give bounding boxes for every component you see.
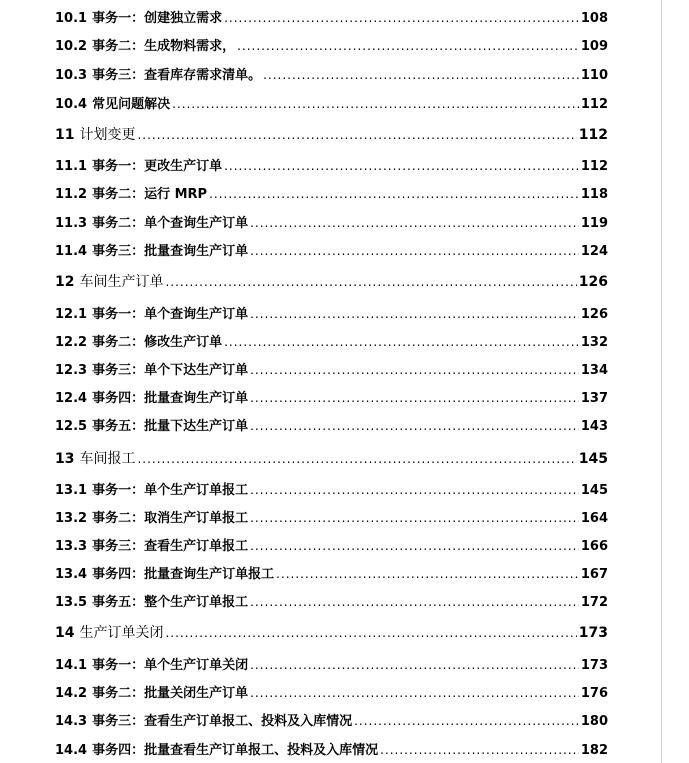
toc-entry-number: 14.1 bbox=[55, 658, 88, 673]
toc-entry[interactable] bbox=[55, 656, 608, 675]
toc-entry-page-number: 167 bbox=[580, 567, 608, 582]
toc-entry-page-number: 112 bbox=[580, 159, 608, 174]
toc-entry-title: 事务一：创建独立需求 bbox=[92, 11, 223, 26]
toc-entry-page-number: 126 bbox=[578, 274, 608, 290]
toc-entry[interactable] bbox=[55, 361, 608, 380]
toc-entry-number: 13.4 bbox=[55, 567, 88, 582]
toc-entry-number: 12.3 bbox=[55, 363, 88, 378]
toc-entry-number: 10.4 bbox=[55, 97, 88, 112]
toc-entry[interactable] bbox=[55, 95, 608, 114]
toc-dot-leader bbox=[263, 66, 579, 84]
toc-entry-page-number: 182 bbox=[580, 743, 608, 758]
toc-dot-leader bbox=[250, 593, 579, 611]
toc-entry[interactable] bbox=[55, 273, 608, 291]
toc-entry-page-number: 166 bbox=[580, 539, 608, 554]
toc-entry-title: 计划变更 bbox=[79, 127, 136, 143]
toc-entry-title: 事务三：查看生产订单报工 bbox=[92, 539, 249, 554]
toc-entry[interactable] bbox=[55, 242, 608, 261]
toc-dot-leader bbox=[224, 333, 579, 351]
toc-entry[interactable] bbox=[55, 481, 608, 500]
toc-entry-title: 生产订单关闭 bbox=[79, 625, 164, 641]
toc-entry-page-number: 164 bbox=[580, 511, 608, 526]
toc-entry-number: 14.4 bbox=[55, 743, 88, 758]
toc-entry-page-number: 119 bbox=[580, 216, 608, 231]
toc-entry-title: 事务五：批量下达生产订单 bbox=[92, 419, 249, 434]
toc-dot-leader bbox=[250, 389, 579, 407]
toc-entry-title: 事务一：单个生产订单关闭 bbox=[92, 658, 249, 673]
toc-entry-number: 12.5 bbox=[55, 419, 88, 434]
toc-dot-leader bbox=[165, 273, 576, 291]
toc-entry-number: 11.2 bbox=[55, 187, 88, 202]
toc-entry[interactable] bbox=[55, 305, 608, 324]
toc-entry-title: 事务二：批量关闭生产订单 bbox=[92, 686, 249, 701]
toc-entry-page-number: 145 bbox=[580, 483, 608, 498]
toc-entry-title: 事务四：批量查询生产订单 bbox=[92, 391, 249, 406]
toc-entry-page-number: 132 bbox=[580, 335, 608, 350]
toc-entry-page-number: 109 bbox=[580, 39, 608, 54]
toc-entry-page-number: 180 bbox=[580, 714, 608, 729]
toc-entry-page-number: 143 bbox=[580, 419, 608, 434]
toc-entry[interactable] bbox=[55, 565, 608, 584]
toc-entry[interactable] bbox=[55, 741, 608, 760]
toc-dot-leader bbox=[224, 157, 579, 175]
toc-entry-number: 12.2 bbox=[55, 335, 88, 350]
toc-entry[interactable] bbox=[55, 37, 608, 56]
toc-dot-leader bbox=[250, 684, 579, 702]
toc-dot-leader bbox=[165, 624, 576, 642]
toc-entry-title: 事务三：批量查询生产订单 bbox=[92, 244, 249, 259]
toc-dot-leader bbox=[137, 450, 576, 468]
toc-dot-leader bbox=[250, 214, 579, 232]
toc-entry-title: 常见问题解决 bbox=[92, 97, 171, 112]
toc-entry[interactable] bbox=[55, 417, 608, 436]
toc-entry-page-number: 145 bbox=[578, 451, 608, 467]
toc-entry-title: 事务一：单个生产订单报工 bbox=[92, 483, 249, 498]
toc-dot-leader bbox=[172, 95, 579, 113]
toc-entry[interactable] bbox=[55, 214, 608, 233]
toc-dot-leader bbox=[276, 565, 579, 583]
toc-entry-title: 事务二：取消生产订单报工 bbox=[92, 511, 249, 526]
toc-entry[interactable] bbox=[55, 509, 608, 528]
toc-entry-title: 事务三：单个下达生产订单 bbox=[92, 363, 249, 378]
toc-entry-title: 事务二：单个查询生产订单 bbox=[92, 216, 249, 231]
toc-entry[interactable] bbox=[55, 684, 608, 703]
toc-entry[interactable] bbox=[55, 66, 608, 85]
toc-entry-number: 14.2 bbox=[55, 686, 88, 701]
toc-entry-page-number: 134 bbox=[580, 363, 608, 378]
toc-entry-page-number: 110 bbox=[580, 68, 608, 83]
toc-entry-number: 11.3 bbox=[55, 216, 88, 231]
toc-entry-number: 14.3 bbox=[55, 714, 88, 729]
toc-entry[interactable] bbox=[55, 185, 608, 204]
toc-entry-number: 11.4 bbox=[55, 244, 88, 259]
toc-entry-title: 事务三：查看库存需求清单。 bbox=[92, 68, 262, 83]
toc-entry-number: 10.3 bbox=[55, 68, 88, 83]
toc-entry[interactable] bbox=[55, 9, 608, 28]
toc-entry-page-number: 126 bbox=[580, 307, 608, 322]
page-edge-divider bbox=[661, 0, 662, 763]
toc-entry[interactable] bbox=[55, 624, 608, 642]
toc-entry-number: 12.1 bbox=[55, 307, 88, 322]
toc-dot-leader bbox=[224, 9, 579, 27]
toc-entry-title: 事务二：修改生产订单 bbox=[92, 335, 223, 350]
toc-dot-leader bbox=[250, 305, 579, 323]
toc-entry-title: 车间报工 bbox=[79, 451, 136, 467]
toc-entry-number: 13.1 bbox=[55, 483, 88, 498]
toc-entry-title: 事务三：查看生产订单报工、投料及入库情况 bbox=[92, 714, 353, 729]
toc-entry-title: 事务一：更改生产订单 bbox=[92, 159, 223, 174]
toc-entry-number: 12 bbox=[55, 274, 75, 290]
toc-entry-number: 10.1 bbox=[55, 11, 88, 26]
toc-entry-number: 11.1 bbox=[55, 159, 88, 174]
toc-dot-leader bbox=[354, 712, 579, 730]
toc-entry-page-number: 176 bbox=[580, 686, 608, 701]
toc-entry-page-number: 137 bbox=[580, 391, 608, 406]
toc-entry-page-number: 112 bbox=[580, 97, 608, 112]
toc-dot-leader bbox=[380, 741, 579, 759]
toc-entry-page-number: 172 bbox=[580, 595, 608, 610]
toc-entry-number: 13.5 bbox=[55, 595, 88, 610]
toc-entry-number: 13.2 bbox=[55, 511, 88, 526]
toc-dot-leader bbox=[250, 242, 579, 260]
toc-entry[interactable] bbox=[55, 537, 608, 556]
toc-entry-title: 事务五：整个生产订单报工 bbox=[92, 595, 249, 610]
toc-entry[interactable] bbox=[55, 126, 608, 144]
toc-dot-leader bbox=[250, 361, 579, 379]
toc-entry[interactable] bbox=[55, 450, 608, 468]
toc-entry-title: 事务四：批量查看生产订单报工、投料及入库情况 bbox=[92, 743, 379, 758]
toc-entry-title: 事务二：生成物料需求， bbox=[92, 39, 236, 54]
toc-entry[interactable] bbox=[55, 712, 608, 731]
toc-dot-leader bbox=[250, 537, 579, 555]
toc-entry-title: 事务一：单个查询生产订单 bbox=[92, 307, 249, 322]
toc-entry[interactable] bbox=[55, 389, 608, 408]
toc-entry-title: 事务二：运行 MRP bbox=[92, 187, 208, 202]
toc-entry-page-number: 173 bbox=[578, 625, 608, 641]
toc-entry-number: 10.2 bbox=[55, 39, 88, 54]
toc-entry[interactable] bbox=[55, 157, 608, 176]
toc-entry-number: 11 bbox=[55, 127, 75, 143]
toc-dot-leader bbox=[137, 126, 576, 144]
toc-entry-page-number: 108 bbox=[580, 11, 608, 26]
toc-entry-number: 14 bbox=[55, 625, 75, 641]
toc-dot-leader bbox=[250, 656, 579, 674]
toc-entry-page-number: 112 bbox=[578, 127, 608, 143]
toc-dot-leader bbox=[209, 185, 579, 203]
toc-dot-leader bbox=[237, 37, 579, 55]
toc-entry-title: 事务四：批量查询生产订单报工 bbox=[92, 567, 275, 582]
toc-dot-leader bbox=[250, 509, 579, 527]
toc-entry-page-number: 173 bbox=[580, 658, 608, 673]
toc-entry-title: 车间生产订单 bbox=[79, 274, 164, 290]
toc-entry[interactable] bbox=[55, 593, 608, 612]
toc-entry-number: 13 bbox=[55, 451, 75, 467]
toc-dot-leader bbox=[250, 417, 579, 435]
toc-entry-page-number: 124 bbox=[580, 244, 608, 259]
toc-entry[interactable] bbox=[55, 333, 608, 352]
toc-entry-number: 12.4 bbox=[55, 391, 88, 406]
toc-entry-number: 13.3 bbox=[55, 539, 88, 554]
toc-entry-page-number: 118 bbox=[580, 187, 608, 202]
toc-dot-leader bbox=[250, 481, 579, 499]
